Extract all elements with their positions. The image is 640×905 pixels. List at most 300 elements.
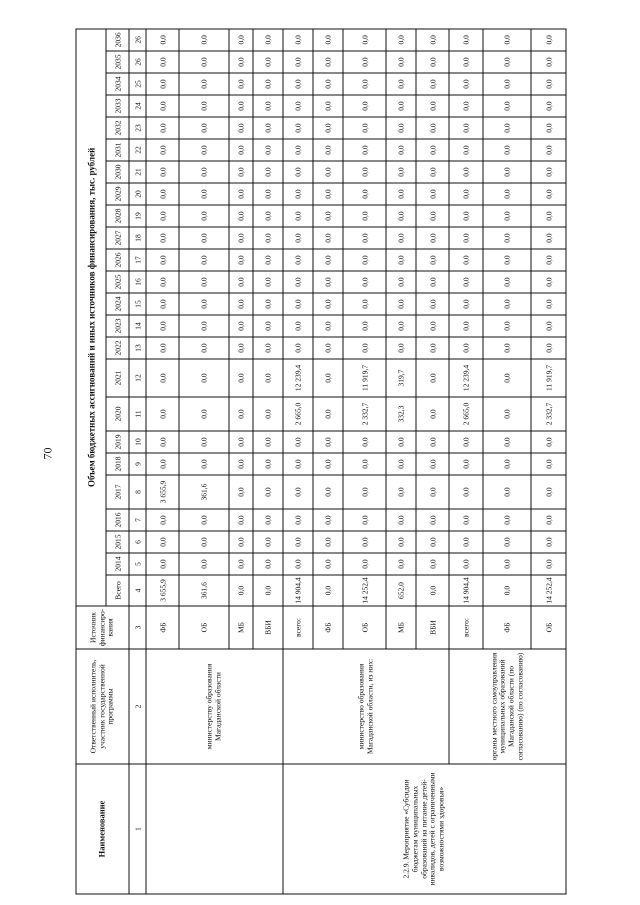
header-executor: Ответственный исполнитель, участник государственной программы xyxy=(76,649,129,764)
year-value-cell: 0,0 xyxy=(229,553,253,575)
year-value-cell: 0,0 xyxy=(179,139,229,161)
year-value-cell: 0,0 xyxy=(531,475,566,509)
year-value-cell: 0,0 xyxy=(253,453,283,475)
year-value-cell: 0,0 xyxy=(343,183,386,205)
year-value-cell: 0,0 xyxy=(449,531,483,553)
year-value-cell: 0,0 xyxy=(416,315,449,337)
year-value-cell: 0,0 xyxy=(313,29,343,51)
year-value-cell: 0,0 xyxy=(386,139,416,161)
year-header: 2024 xyxy=(106,293,129,315)
year-value-cell: 0,0 xyxy=(531,161,566,183)
year-value-cell: 0,0 xyxy=(253,161,283,183)
year-value-cell: 0,0 xyxy=(386,293,416,315)
year-value-cell: 0,0 xyxy=(146,249,179,271)
year-value-cell: 0,0 xyxy=(179,95,229,117)
column-number: 11 xyxy=(129,397,146,431)
year-value-cell: 0,0 xyxy=(343,315,386,337)
source-cell: ОБ xyxy=(531,606,566,649)
year-value-cell: 0,0 xyxy=(416,183,449,205)
year-value-cell: 0,0 xyxy=(386,509,416,531)
year-value-cell: 0,0 xyxy=(386,227,416,249)
year-value-cell: 0,0 xyxy=(449,509,483,531)
year-value-cell: 0,0 xyxy=(483,183,531,205)
year-value-cell: 0,0 xyxy=(179,397,229,431)
year-value-cell: 332,3 xyxy=(386,397,416,431)
year-value-cell: 0,0 xyxy=(483,271,531,293)
total-cell: 361,6 xyxy=(179,575,229,606)
year-header: 2015 xyxy=(106,531,129,553)
year-value-cell: 0,0 xyxy=(416,161,449,183)
column-number: 5 xyxy=(129,553,146,575)
year-value-cell: 0,0 xyxy=(313,249,343,271)
year-value-cell: 0,0 xyxy=(313,117,343,139)
year-value-cell: 0,0 xyxy=(416,509,449,531)
year-header: 2027 xyxy=(106,227,129,249)
year-value-cell: 0,0 xyxy=(343,553,386,575)
year-value-cell: 0,0 xyxy=(449,205,483,227)
year-value-cell: 0,0 xyxy=(146,117,179,139)
year-value-cell: 0,0 xyxy=(229,431,253,453)
year-value-cell: 0,0 xyxy=(283,337,313,359)
year-value-cell: 0,0 xyxy=(146,161,179,183)
year-value-cell: 0,0 xyxy=(343,139,386,161)
year-value-cell: 0,0 xyxy=(483,337,531,359)
year-value-cell: 0,0 xyxy=(386,475,416,509)
year-value-cell: 0,0 xyxy=(283,95,313,117)
year-value-cell: 0,0 xyxy=(229,183,253,205)
year-header: 2034 xyxy=(106,73,129,95)
year-value-cell: 0,0 xyxy=(313,227,343,249)
source-cell: ФБ xyxy=(146,606,179,649)
year-value-cell: 0,0 xyxy=(343,293,386,315)
column-number: 19 xyxy=(129,205,146,227)
year-header: 2018 xyxy=(106,453,129,475)
year-header: 2021 xyxy=(106,359,129,397)
year-value-cell: 0,0 xyxy=(449,453,483,475)
year-value-cell: 0,0 xyxy=(179,337,229,359)
year-value-cell: 0,0 xyxy=(283,315,313,337)
year-value-cell: 0,0 xyxy=(343,161,386,183)
year-value-cell: 0,0 xyxy=(531,117,566,139)
year-value-cell: 0,0 xyxy=(146,29,179,51)
year-value-cell: 0,0 xyxy=(179,359,229,397)
year-value-cell: 0,0 xyxy=(253,227,283,249)
year-value-cell: 0,0 xyxy=(343,249,386,271)
year-value-cell: 0,0 xyxy=(449,139,483,161)
year-value-cell: 0,0 xyxy=(146,51,179,73)
year-value-cell: 0,0 xyxy=(313,293,343,315)
year-value-cell: 0,0 xyxy=(386,271,416,293)
year-value-cell: 0,0 xyxy=(146,453,179,475)
total-cell: 14 904,4 xyxy=(283,575,313,606)
year-value-cell: 0,0 xyxy=(229,73,253,95)
year-value-cell: 0,0 xyxy=(283,51,313,73)
year-value-cell: 0,0 xyxy=(343,509,386,531)
year-value-cell: 0,0 xyxy=(449,249,483,271)
year-value-cell: 0,0 xyxy=(343,205,386,227)
column-number: 23 xyxy=(129,117,146,139)
year-value-cell: 0,0 xyxy=(386,531,416,553)
year-value-cell: 0,0 xyxy=(146,139,179,161)
total-cell: 14 252,4 xyxy=(343,575,386,606)
year-value-cell: 0,0 xyxy=(531,271,566,293)
budget-table-sheet xyxy=(76,30,566,895)
year-value-cell: 0,0 xyxy=(483,397,531,431)
source-cell: МБ xyxy=(386,606,416,649)
year-value-cell: 0,0 xyxy=(416,531,449,553)
year-value-cell: 0,0 xyxy=(146,509,179,531)
year-header: 2035 xyxy=(106,51,129,73)
year-value-cell: 0,0 xyxy=(179,531,229,553)
year-value-cell: 0,0 xyxy=(253,51,283,73)
year-value-cell: 0,0 xyxy=(229,117,253,139)
year-value-cell: 12 239,4 xyxy=(283,359,313,397)
year-value-cell: 0,0 xyxy=(229,271,253,293)
year-value-cell: 0,0 xyxy=(531,431,566,453)
year-value-cell: 0,0 xyxy=(531,51,566,73)
column-number: 12 xyxy=(129,359,146,397)
executor-cell: министерству образования Магаданской области xyxy=(146,649,283,764)
year-value-cell: 0,0 xyxy=(283,117,313,139)
budget-table xyxy=(76,28,567,894)
year-value-cell: 0,0 xyxy=(386,51,416,73)
year-value-cell: 0,0 xyxy=(416,205,449,227)
year-header: 2023 xyxy=(106,315,129,337)
year-value-cell: 0,0 xyxy=(449,271,483,293)
year-value-cell: 0,0 xyxy=(416,117,449,139)
year-value-cell: 0,0 xyxy=(179,431,229,453)
year-header: 2020 xyxy=(106,397,129,431)
year-header: 2036 xyxy=(106,29,129,51)
year-value-cell: 0,0 xyxy=(531,227,566,249)
source-cell: ОБ xyxy=(343,606,386,649)
year-value-cell: 0,0 xyxy=(531,453,566,475)
year-value-cell: 0,0 xyxy=(343,227,386,249)
year-value-cell: 0,0 xyxy=(229,139,253,161)
year-value-cell: 0,0 xyxy=(416,227,449,249)
year-value-cell: 0,0 xyxy=(179,73,229,95)
year-value-cell: 0,0 xyxy=(313,139,343,161)
year-value-cell: 0,0 xyxy=(229,161,253,183)
year-value-cell: 0,0 xyxy=(343,337,386,359)
year-value-cell: 2 665,0 xyxy=(283,397,313,431)
year-value-cell: 0,0 xyxy=(386,453,416,475)
year-value-cell: 0,0 xyxy=(229,337,253,359)
year-value-cell: 0,0 xyxy=(449,95,483,117)
year-value-cell: 0,0 xyxy=(229,95,253,117)
year-value-cell: 0,0 xyxy=(146,397,179,431)
year-value-cell: 0,0 xyxy=(343,453,386,475)
year-value-cell: 0,0 xyxy=(449,29,483,51)
year-value-cell: 0,0 xyxy=(313,453,343,475)
year-value-cell: 0,0 xyxy=(146,293,179,315)
year-value-cell: 0,0 xyxy=(449,117,483,139)
year-value-cell: 0,0 xyxy=(531,315,566,337)
measure-name-cell xyxy=(146,764,283,894)
year-value-cell: 0,0 xyxy=(283,139,313,161)
year-value-cell: 2 665,0 xyxy=(449,397,483,431)
table-row xyxy=(146,29,179,894)
column-number: 4 xyxy=(129,575,146,606)
year-value-cell: 0,0 xyxy=(179,29,229,51)
year-value-cell: 0,0 xyxy=(283,293,313,315)
year-value-cell: 0,0 xyxy=(449,431,483,453)
year-value-cell: 0,0 xyxy=(313,95,343,117)
year-header: 2017 xyxy=(106,475,129,509)
year-value-cell: 0,0 xyxy=(146,227,179,249)
year-value-cell: 0,0 xyxy=(386,205,416,227)
year-value-cell: 0,0 xyxy=(283,509,313,531)
header-name: Наименование xyxy=(76,764,129,894)
year-value-cell: 0,0 xyxy=(531,337,566,359)
year-value-cell: 0,0 xyxy=(179,271,229,293)
year-value-cell: 0,0 xyxy=(283,161,313,183)
source-cell: ФБ xyxy=(483,606,531,649)
year-value-cell: 0,0 xyxy=(416,51,449,73)
year-value-cell: 0,0 xyxy=(386,315,416,337)
year-value-cell: 0,0 xyxy=(416,337,449,359)
year-value-cell: 0,0 xyxy=(313,183,343,205)
year-value-cell: 0,0 xyxy=(386,431,416,453)
measure-name-cell: 2.2.9. Мероприятие «Субсидии бюджетам муниципальных образований на питание детей-инвалидов, детей с ограниченными возможностями здоровья» xyxy=(283,764,566,894)
year-value-cell: 0,0 xyxy=(283,29,313,51)
year-value-cell: 0,0 xyxy=(253,293,283,315)
year-value-cell: 0,0 xyxy=(229,29,253,51)
year-value-cell: 0,0 xyxy=(146,359,179,397)
year-value-cell: 2 332,7 xyxy=(343,397,386,431)
year-value-cell: 0,0 xyxy=(146,337,179,359)
year-value-cell: 0,0 xyxy=(313,205,343,227)
year-value-cell: 0,0 xyxy=(313,73,343,95)
year-value-cell: 0,0 xyxy=(313,431,343,453)
year-header: 2025 xyxy=(106,271,129,293)
year-value-cell: 0,0 xyxy=(229,531,253,553)
year-value-cell: 0,0 xyxy=(179,227,229,249)
year-value-cell: 0,0 xyxy=(483,293,531,315)
year-value-cell: 0,0 xyxy=(283,271,313,293)
year-value-cell: 0,0 xyxy=(313,397,343,431)
year-value-cell: 0,0 xyxy=(386,553,416,575)
year-value-cell: 0,0 xyxy=(531,29,566,51)
year-value-cell: 0,0 xyxy=(253,531,283,553)
year-value-cell: 0,0 xyxy=(313,359,343,397)
year-value-cell: 0,0 xyxy=(179,315,229,337)
year-value-cell: 0,0 xyxy=(229,315,253,337)
year-value-cell: 0,0 xyxy=(483,29,531,51)
year-value-cell: 0,0 xyxy=(531,509,566,531)
year-value-cell: 0,0 xyxy=(483,509,531,531)
source-cell: МБ xyxy=(229,606,253,649)
year-value-cell: 0,0 xyxy=(343,271,386,293)
year-value-cell: 0,0 xyxy=(386,249,416,271)
year-value-cell: 0,0 xyxy=(229,51,253,73)
year-value-cell: 0,0 xyxy=(416,397,449,431)
source-cell: ФБ xyxy=(313,606,343,649)
year-value-cell: 0,0 xyxy=(531,531,566,553)
year-value-cell: 0,0 xyxy=(253,509,283,531)
total-cell: 0,0 xyxy=(313,575,343,606)
year-value-cell: 0,0 xyxy=(416,139,449,161)
header-total: Всего xyxy=(106,575,129,606)
column-number: 6 xyxy=(129,531,146,553)
year-value-cell: 0,0 xyxy=(343,95,386,117)
year-value-cell: 0,0 xyxy=(449,73,483,95)
year-value-cell: 0,0 xyxy=(483,531,531,553)
year-value-cell: 0,0 xyxy=(531,553,566,575)
year-value-cell: 0,0 xyxy=(449,337,483,359)
year-value-cell: 0,0 xyxy=(179,161,229,183)
year-value-cell: 0,0 xyxy=(313,531,343,553)
year-value-cell: 0,0 xyxy=(343,431,386,453)
year-value-cell: 11 919,7 xyxy=(343,359,386,397)
year-value-cell: 0,0 xyxy=(253,183,283,205)
year-value-cell: 0,0 xyxy=(253,315,283,337)
year-value-cell: 0,0 xyxy=(229,475,253,509)
year-value-cell: 0,0 xyxy=(483,453,531,475)
year-header: 2019 xyxy=(106,431,129,453)
year-value-cell: 0,0 xyxy=(483,117,531,139)
year-value-cell: 0,0 xyxy=(386,29,416,51)
year-value-cell: 0,0 xyxy=(416,359,449,397)
year-value-cell: 0,0 xyxy=(483,553,531,575)
year-value-cell: 0,0 xyxy=(449,161,483,183)
year-value-cell: 0,0 xyxy=(283,553,313,575)
year-header: 2033 xyxy=(106,95,129,117)
year-value-cell: 0,0 xyxy=(531,249,566,271)
year-value-cell: 0,0 xyxy=(229,397,253,431)
year-value-cell: 0,0 xyxy=(313,51,343,73)
year-value-cell: 0,0 xyxy=(253,359,283,397)
column-number: 26 xyxy=(129,51,146,73)
year-value-cell: 0,0 xyxy=(229,227,253,249)
total-cell: 0,0 xyxy=(483,575,531,606)
year-value-cell: 0,0 xyxy=(386,161,416,183)
year-value-cell: 0,0 xyxy=(416,553,449,575)
year-value-cell: 0,0 xyxy=(313,509,343,531)
year-value-cell: 0,0 xyxy=(179,183,229,205)
year-value-cell: 0,0 xyxy=(416,453,449,475)
year-value-cell: 0,0 xyxy=(179,249,229,271)
year-value-cell: 0,0 xyxy=(253,205,283,227)
column-number: 1 xyxy=(129,764,146,894)
header-source: Источник финансиро-вания xyxy=(76,606,129,649)
year-value-cell: 0,0 xyxy=(483,205,531,227)
year-value-cell: 0,0 xyxy=(253,117,283,139)
year-value-cell: 0,0 xyxy=(343,475,386,509)
year-value-cell: 0,0 xyxy=(449,315,483,337)
column-number: 15 xyxy=(129,293,146,315)
year-header: 2022 xyxy=(106,337,129,359)
year-value-cell: 0,0 xyxy=(313,553,343,575)
year-header: 2032 xyxy=(106,117,129,139)
year-value-cell: 0,0 xyxy=(283,183,313,205)
column-number: 25 xyxy=(129,73,146,95)
year-value-cell: 0,0 xyxy=(146,73,179,95)
column-number: 9 xyxy=(129,453,146,475)
year-value-cell: 0,0 xyxy=(253,249,283,271)
year-value-cell: 0,0 xyxy=(253,73,283,95)
year-value-cell: 0,0 xyxy=(416,95,449,117)
year-value-cell: 0,0 xyxy=(146,315,179,337)
column-number: 3 xyxy=(129,606,146,649)
year-value-cell: 0,0 xyxy=(531,205,566,227)
year-header: 2030 xyxy=(106,161,129,183)
source-cell: всего: xyxy=(449,606,483,649)
year-value-cell: 0,0 xyxy=(179,51,229,73)
year-value-cell: 0,0 xyxy=(146,531,179,553)
year-value-cell: 0,0 xyxy=(449,183,483,205)
year-value-cell: 0,0 xyxy=(253,139,283,161)
year-value-cell: 0,0 xyxy=(416,475,449,509)
total-cell: 3 655,9 xyxy=(146,575,179,606)
year-value-cell: 0,0 xyxy=(449,553,483,575)
year-value-cell: 0,0 xyxy=(146,553,179,575)
year-value-cell: 0,0 xyxy=(416,29,449,51)
year-value-cell: 0,0 xyxy=(283,227,313,249)
year-value-cell: 11 919,7 xyxy=(531,359,566,397)
source-cell: ВБИ xyxy=(253,606,283,649)
year-value-cell: 0,0 xyxy=(386,337,416,359)
year-value-cell: 0,0 xyxy=(313,315,343,337)
year-header: 2014 xyxy=(106,553,129,575)
column-number: 24 xyxy=(129,95,146,117)
year-value-cell: 0,0 xyxy=(531,73,566,95)
page-number: 70 xyxy=(40,447,55,460)
column-number: 16 xyxy=(129,271,146,293)
year-value-cell: 0,0 xyxy=(253,95,283,117)
year-value-cell: 0,0 xyxy=(253,475,283,509)
year-value-cell: 0,0 xyxy=(313,161,343,183)
year-value-cell: 0,0 xyxy=(313,271,343,293)
year-value-cell: 0,0 xyxy=(531,183,566,205)
header-funding-group: Объем бюджетных ассигнований и иных источников финансирования, тыс. рублей xyxy=(76,29,106,606)
year-value-cell: 0,0 xyxy=(283,431,313,453)
year-value-cell: 0,0 xyxy=(343,117,386,139)
source-cell: ВБИ xyxy=(416,606,449,649)
column-number: 7 xyxy=(129,509,146,531)
source-cell: всего: xyxy=(283,606,313,649)
column-number: 8 xyxy=(129,475,146,509)
year-value-cell: 0,0 xyxy=(253,553,283,575)
year-value-cell: 0,0 xyxy=(483,249,531,271)
year-header: 2028 xyxy=(106,205,129,227)
year-header: 2029 xyxy=(106,183,129,205)
column-number: 2 xyxy=(129,649,146,764)
year-value-cell: 0,0 xyxy=(283,531,313,553)
year-value-cell: 0,0 xyxy=(531,293,566,315)
year-value-cell: 0,0 xyxy=(416,73,449,95)
column-number: 21 xyxy=(129,161,146,183)
year-value-cell: 0,0 xyxy=(146,205,179,227)
year-value-cell: 0,0 xyxy=(229,293,253,315)
year-value-cell: 0,0 xyxy=(253,397,283,431)
year-value-cell: 0,0 xyxy=(343,29,386,51)
year-value-cell: 0,0 xyxy=(283,205,313,227)
year-value-cell: 0,0 xyxy=(386,183,416,205)
year-value-cell: 0,0 xyxy=(283,73,313,95)
year-value-cell: 0,0 xyxy=(416,293,449,315)
year-value-cell: 0,0 xyxy=(483,161,531,183)
year-value-cell: 0,0 xyxy=(416,249,449,271)
year-value-cell: 0,0 xyxy=(253,271,283,293)
year-value-cell: 0,0 xyxy=(449,227,483,249)
year-value-cell: 0,0 xyxy=(179,553,229,575)
total-cell: 0,0 xyxy=(416,575,449,606)
year-value-cell: 0,0 xyxy=(343,51,386,73)
year-value-cell: 0,0 xyxy=(483,359,531,397)
table-row xyxy=(283,29,313,894)
column-number: 18 xyxy=(129,227,146,249)
